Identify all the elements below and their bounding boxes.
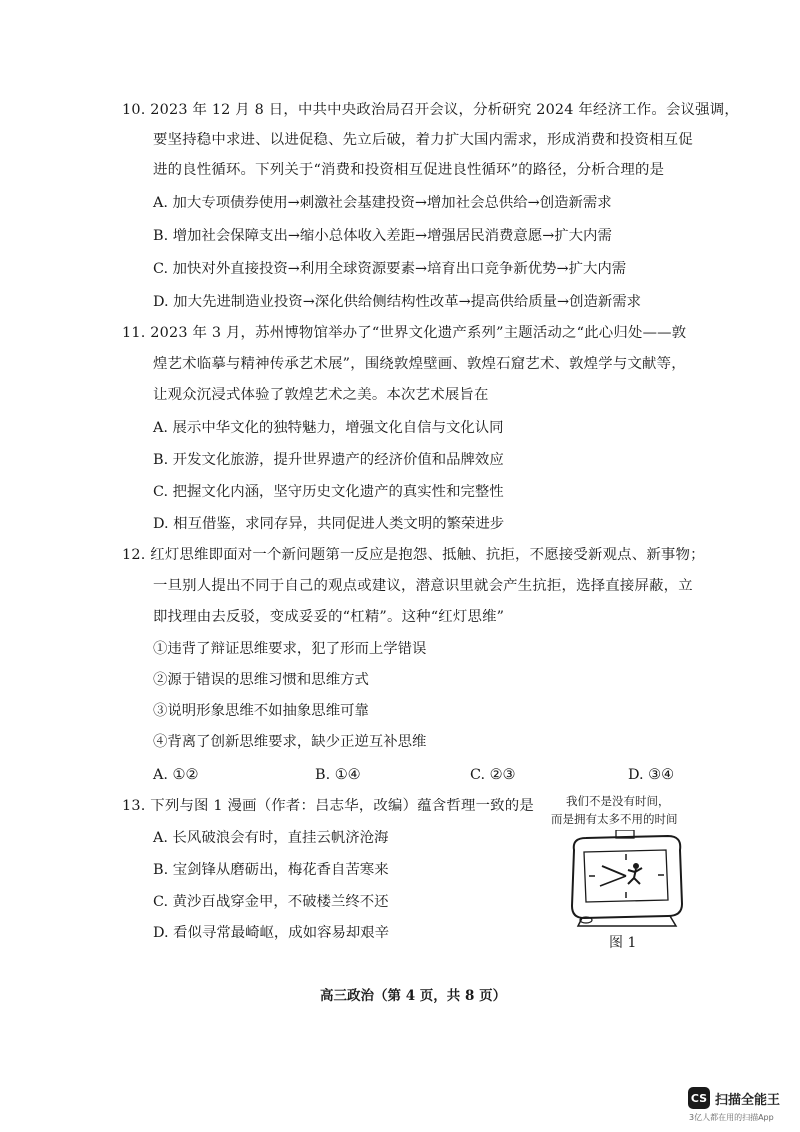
q12-statement-4: ④背离了创新思维要求，缺少正逆互补思维 <box>153 734 427 750</box>
q12-stem-line-1: 12. 红灯思维即面对一个新问题第一反应是抱怨、抵触、抗拒，不愿接受新观点、新事物； <box>122 547 705 563</box>
q11-stem-line-2: 煌艺术临摹与精神传承艺术展”，围绕敦煌壁画、敦煌石窟艺术、敦煌学与文献等， <box>153 356 686 372</box>
q12-choice-b: B. ①④ <box>315 767 361 783</box>
q11-stem-line-1: 11. 2023 年 3 月，苏州博物馆举办了“世界文化遗产系列”主题活动之“此心归处——敦 <box>122 325 687 341</box>
q13-option-d: D. 看似寻常最崎岖，成如容易却艰辛 <box>153 925 390 941</box>
q13-option-b: B. 宝剑锋从磨砺出，梅花香自苦寒来 <box>153 862 389 878</box>
cartoon-caption-line-1: 我们不是没有时间， <box>566 794 670 808</box>
q12-statement-3: ③说明形象思维不如抽象思维可靠 <box>153 703 369 719</box>
q10-option-a: A. 加大专项债券使用→刺激社会基建投资→增加社会总供给→创造新需求 <box>153 195 612 211</box>
cartoon-caption-line-2: 而是拥有太多不用的时间 <box>551 812 678 826</box>
scanner-logo-icon: CS <box>688 1087 710 1109</box>
q10-option-c: C. 加快对外直接投资→利用全球资源要素→培育出口竞争新优势→扩大内需 <box>153 261 627 277</box>
q11-option-d: D. 相互借鉴，求同存异，共同促进人类文明的繁荣进步 <box>153 516 505 532</box>
q12-choice-a: A. ①② <box>153 767 199 783</box>
figure-label: 图 1 <box>609 935 637 951</box>
scanner-watermark <box>688 1087 780 1109</box>
q13-stem: 13. 下列与图 1 漫画（作者：吕志华，改编）蕴含哲理一致的是 <box>122 798 534 814</box>
q10-stem-line-1: 10. 2023 年 12 月 8 日，中共中央政治局召开会议，分析研究 2024 年经济工作。会议强调， <box>122 102 739 118</box>
page-footer: 高三政治（第 4 页，共 8 页） <box>320 988 507 1004</box>
q13-option-a: A. 长风破浪会有时，直挂云帆济沧海 <box>153 830 389 846</box>
q12-statement-1: ①违背了辩证思维要求，犯了形而上学错误 <box>153 641 427 657</box>
q12-choice-d: D. ③④ <box>628 767 674 783</box>
q11-option-c: C. 把握文化内涵，坚守历史文化遗产的真实性和完整性 <box>153 484 504 500</box>
q12-choice-c: C. ②③ <box>470 767 516 783</box>
q10-stem-line-3: 进的良性循环。下列关于“消费和投资相互促进良性循环”的路径，分析合理的是 <box>153 162 665 178</box>
q13-option-c: C. 黄沙百战穿金甲，不破楼兰终不还 <box>153 894 389 910</box>
q11-option-a: A. 展示中华文化的独特魅力，增强文化自信与文化认同 <box>153 420 504 436</box>
q12-stem-line-3: 即找理由去反驳，变成妥妥的“杠精”。这种“红灯思维” <box>153 609 505 625</box>
q12-stem-line-2: 一旦别人提出不同于自己的观点或建议，潜意识里就会产生抗拒，选择直接屏蔽，立 <box>153 578 693 594</box>
q10-stem-line-2: 要坚持稳中求进、以进促稳、先立后破，着力扩大国内需求，形成消费和投资相互促 <box>153 132 693 148</box>
q12-statement-2: ②源于错误的思维习惯和思维方式 <box>153 672 369 688</box>
q11-option-b: B. 开发文化旅游，提升世界遗产的经济价值和品牌效应 <box>153 452 504 468</box>
q11-stem-line-3: 让观众沉浸式体验了敦煌艺术之美。本次艺术展旨在 <box>153 387 489 403</box>
cartoon-clock-figure <box>562 830 692 930</box>
q10-option-d: D. 加大先进制造业投资→深化供给侧结构性改革→提高供给质量→创造新需求 <box>153 294 642 310</box>
scanner-app-name: 扫描全能王 <box>715 1092 781 1108</box>
scanner-tagline: 3亿人都在用的扫描App <box>689 1113 774 1122</box>
q10-option-b: B. 增加社会保障支出→缩小总体收入差距→增强居民消费意愿→扩大内需 <box>153 228 612 244</box>
